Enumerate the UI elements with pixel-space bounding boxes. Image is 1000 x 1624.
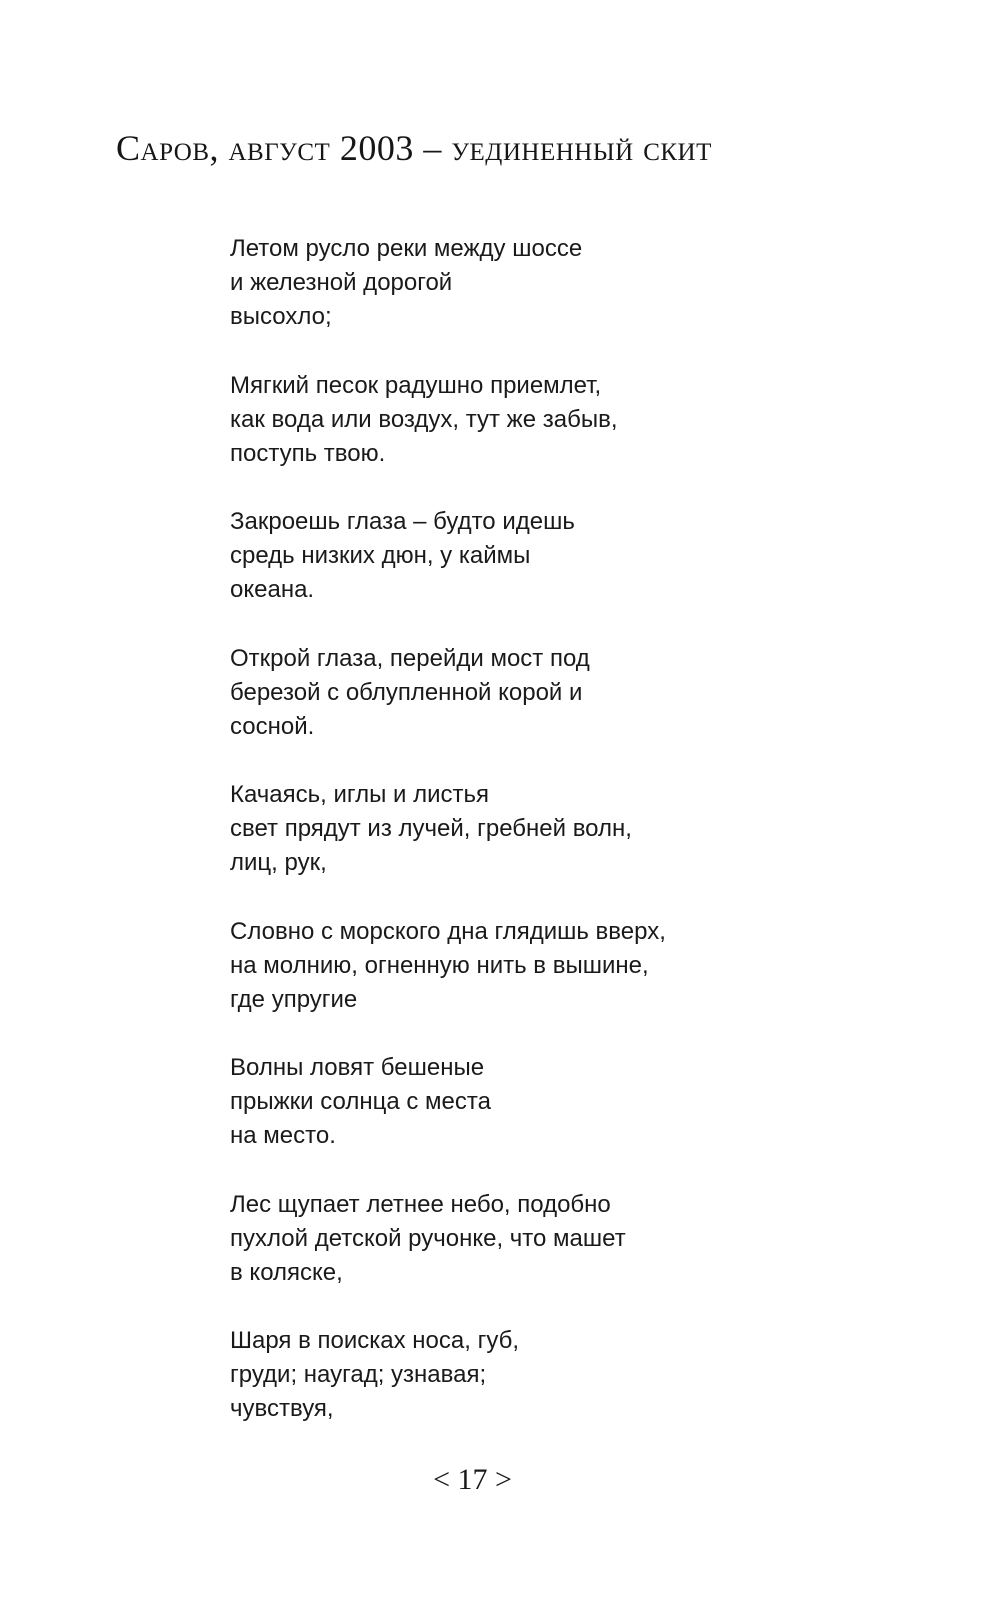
poem-line: где упругие [230,985,358,1013]
stanza [230,1324,790,1426]
stanza [230,1188,790,1290]
poem-line: сосной. [230,712,315,740]
poem-line: березой с облупленной корой и [230,678,583,706]
stanza [230,369,790,471]
poem-line: прыжки солнца с места [230,1088,491,1115]
poem-line: Шаря в поисках носа, губ, [230,1327,520,1354]
poem-line: океана. [230,576,315,603]
poem-line: пухлой детской ручонке, что машет [230,1224,626,1252]
stanza [230,1051,790,1153]
poem-line: высохло; [230,303,332,330]
poem-line: на молнию, огненную нить в вышине, [230,951,649,979]
stanza [230,232,790,334]
poem-line: Летом русло реки между шоссе [230,235,583,262]
poem-line: в коляске, [230,1258,343,1286]
poem-line: груди; наугад; узнавая; [230,1361,487,1388]
poem-line: Лес щупает летнее небо, подобно [230,1190,611,1218]
poem-line: Открой глаза, перейди мост под [230,644,590,672]
poem-line: чувствуя, [230,1395,334,1422]
page-number: < 17 > [433,1463,512,1496]
stanza [230,915,790,1017]
poem-line: Волны ловят бешеные [230,1054,485,1081]
stanza [230,505,790,607]
poem-line: Мягкий песок радушно приемлет, [230,371,602,399]
poem-line: и железной дорогой [230,269,453,296]
stanza [230,778,790,880]
poem-line: Словно с морского дна глядишь вверх, [230,917,666,945]
poem-body [230,232,790,1461]
poem-line: свет прядут из лучей, гребней волн, [230,815,632,842]
poem-line: как вода или воздух, тут же забыв, [230,405,618,433]
poem-line: средь низких дюн, у каймы [230,542,531,569]
poem-title: Саров, август 2003 – уединенный скит [116,128,712,168]
poem-line: лиц, рук, [230,849,327,876]
stanza [230,642,790,744]
poem-line: на место. [230,1122,336,1149]
poem-line: Закроешь глаза – будто идешь [230,508,575,535]
poem-line: Качаясь, иглы и листья [230,781,490,808]
poem-line: поступь твою. [230,439,386,467]
